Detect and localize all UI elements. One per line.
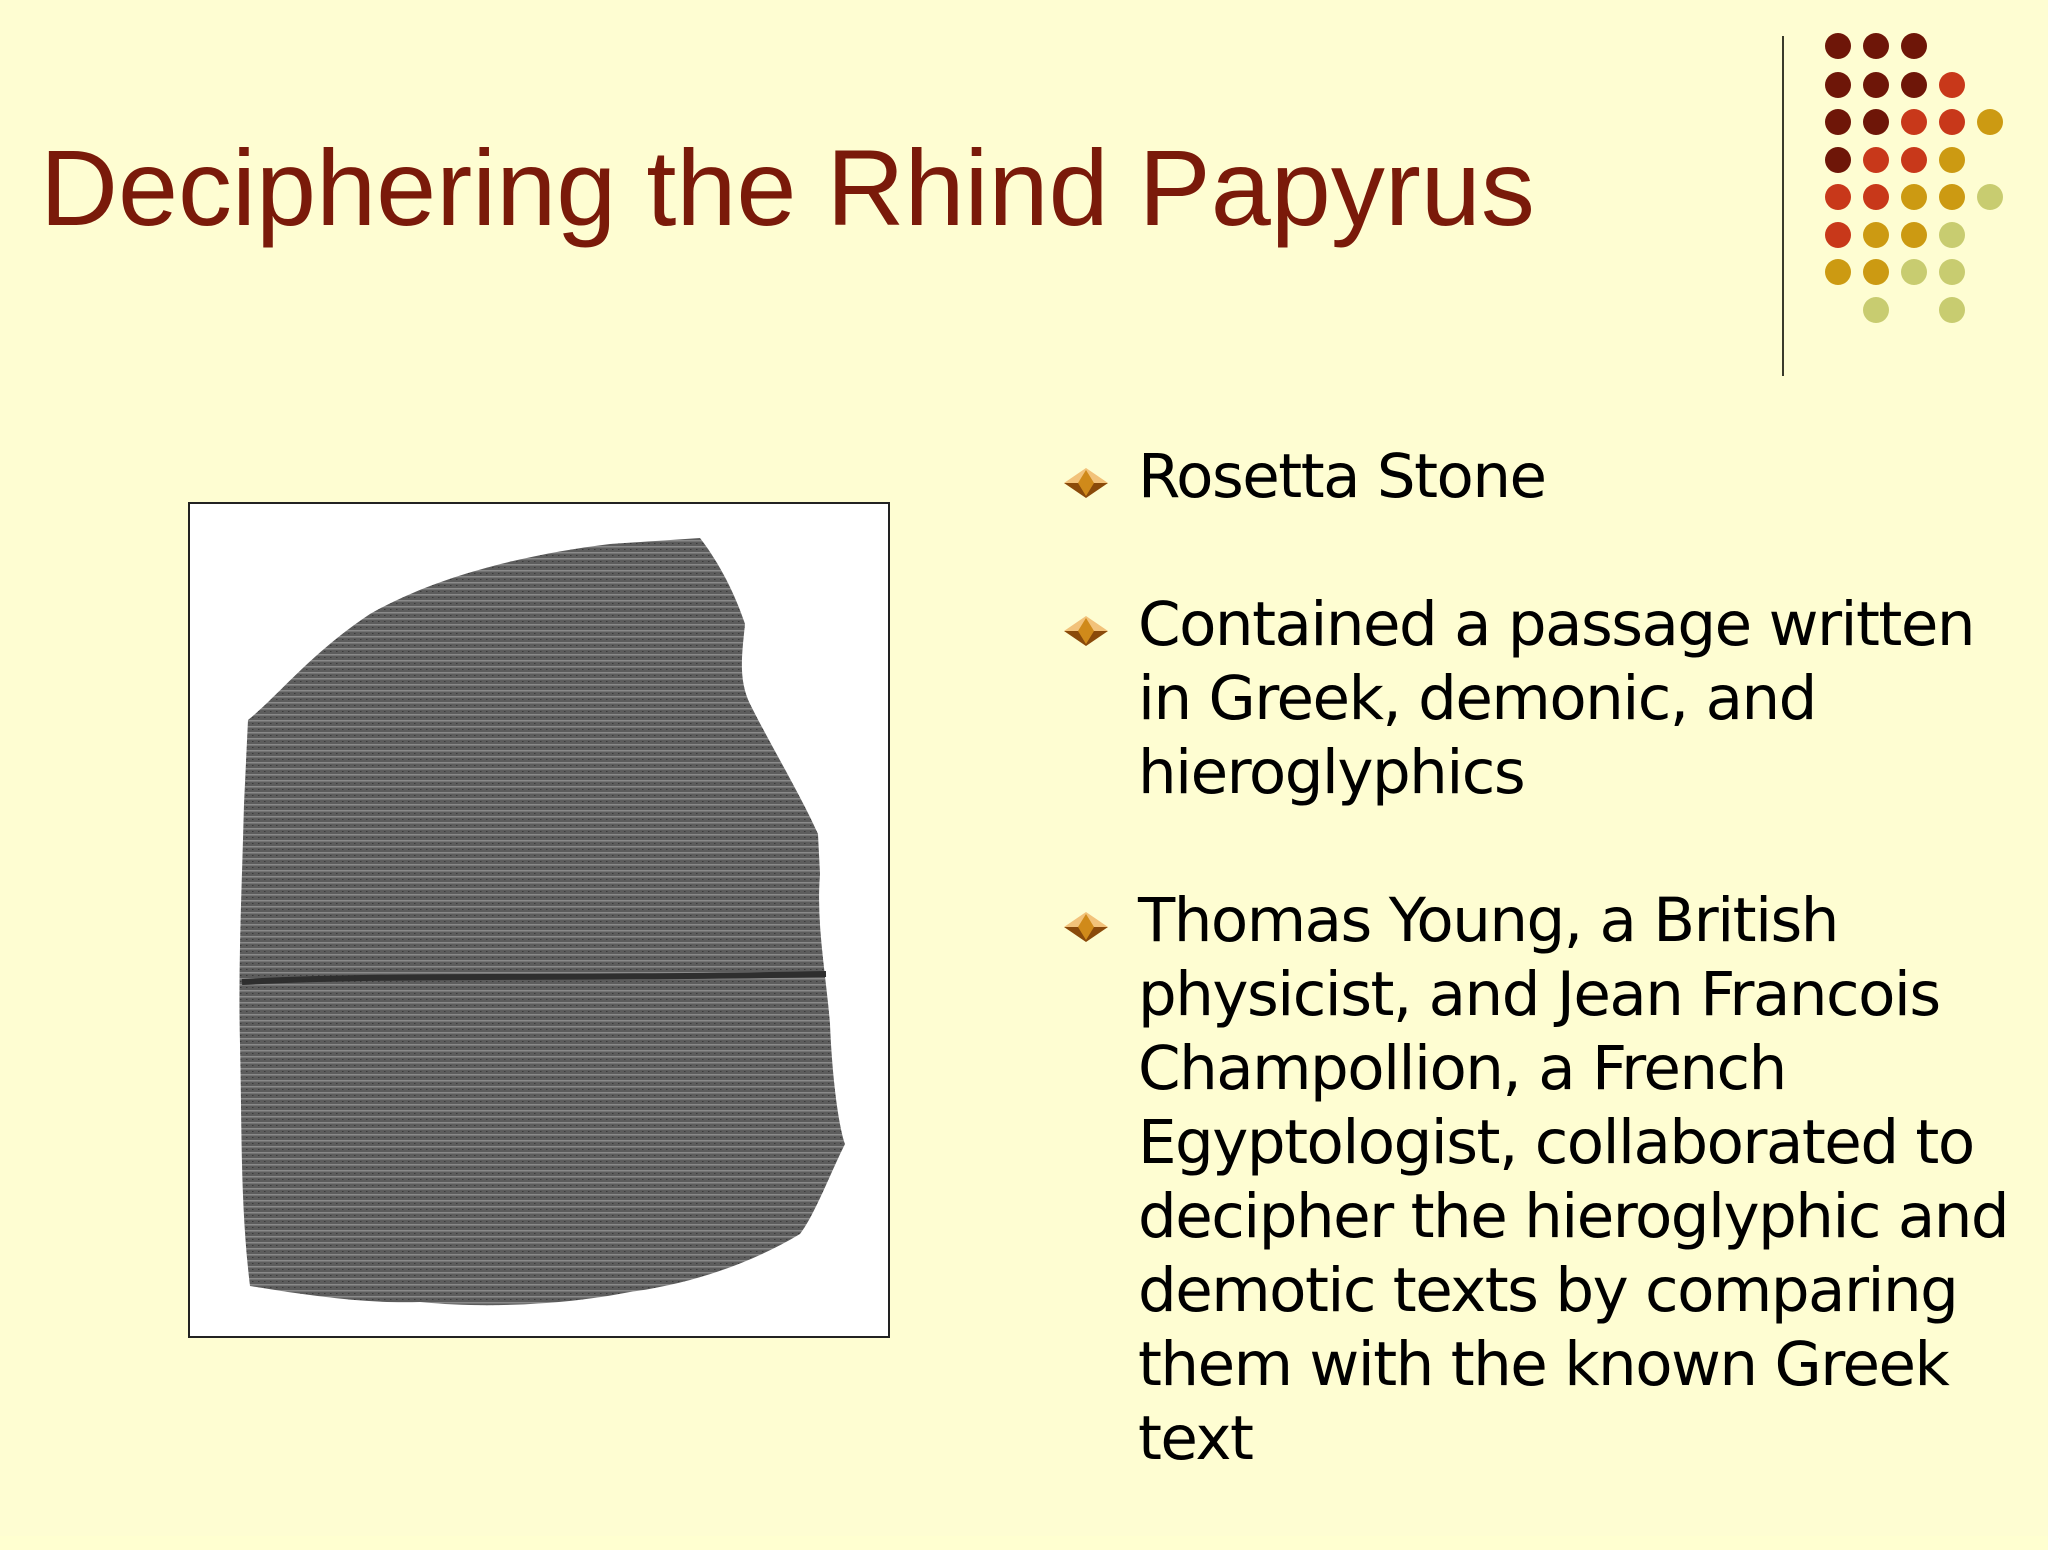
bullet-item (1060, 588, 2020, 810)
bullet-text: Contained a passage written in Greek, demonic, and hieroglyphics (1138, 589, 1975, 808)
bullet-list (1060, 440, 2020, 1550)
rosetta-stone-shape (239, 538, 845, 1305)
diamond-arrow-bullet-icon (1064, 468, 1108, 498)
diamond-arrow-bullet-icon (1064, 912, 1108, 942)
slide-title: Deciphering the Rhind Papyrus (40, 127, 1535, 248)
diamond-arrow-bullet-icon (1064, 616, 1108, 646)
rosetta-stone-image (190, 504, 888, 1336)
dot-grid-dots (1825, 33, 2003, 323)
dot-grid-decoration (0, 0, 2048, 400)
bullet-item (1060, 440, 2020, 514)
rosetta-stone-image-frame (188, 502, 890, 1338)
bullet-item (1060, 884, 2020, 1476)
bullet-text: Thomas Young, a British physicist, and Jean Francois Champollion, a French Egyptologist, collaborated to decipher the hieroglyphic and demotic texts by comparing them with the known Greek text (1138, 885, 2009, 1474)
bullet-text: Rosetta Stone (1138, 441, 1546, 512)
